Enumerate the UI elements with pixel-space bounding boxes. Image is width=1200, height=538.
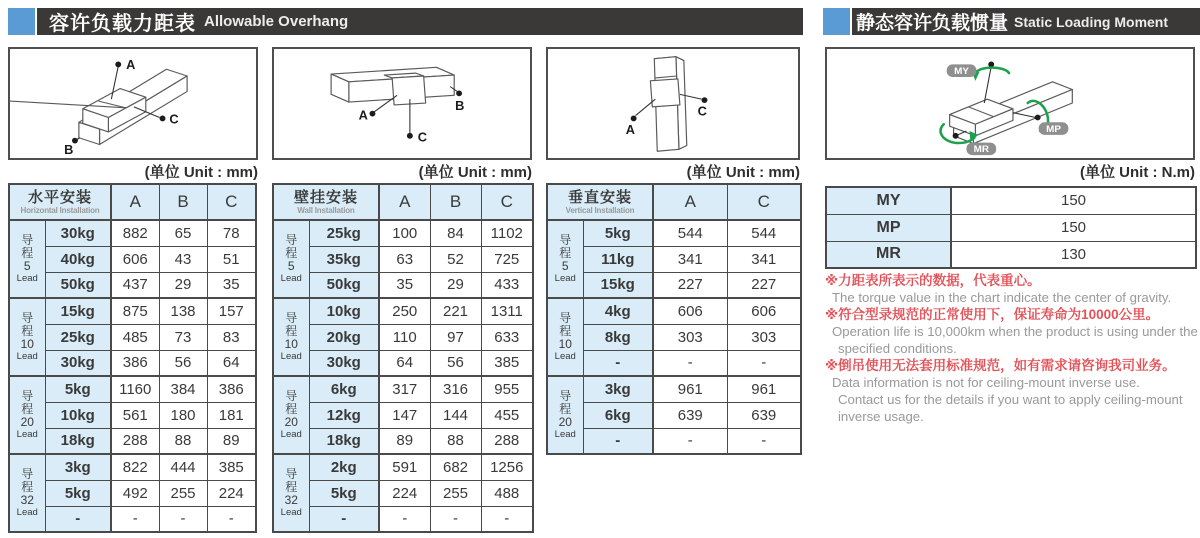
point-c-label: C [697,104,707,119]
value-cell: 250 [379,298,430,324]
table-row [9,350,256,376]
lead-zh-char: 导 [21,467,34,481]
diagram-horizontal-installation [8,47,258,160]
table-row [273,428,533,454]
value-cell: 89 [379,428,430,454]
value-cell: 51 [207,246,256,272]
load-cell: 10kg [45,402,111,428]
table-row [9,506,256,532]
load-cell: 25kg [45,324,111,350]
value-cell: - [159,506,207,532]
section-header-right [823,8,1200,35]
table-row [547,298,801,324]
note-en: inverse usage. [838,409,924,424]
value-cell: - [379,506,430,532]
table-row [9,402,256,428]
value-cell: 591 [379,454,430,480]
column-header-c: C [207,184,256,220]
table-title-en: Wall Installation [297,205,355,215]
lead-cell [273,220,309,298]
point-a-label: A [358,108,368,123]
value-cell: 288 [111,428,159,454]
moment-value: 130 [951,241,1196,268]
value-cell: 89 [207,428,256,454]
lead-zh-char: 程 [285,480,298,494]
value-cell: - [727,350,801,376]
value-cell: 56 [159,350,207,376]
value-cell: - [653,428,727,454]
section-header-left [8,8,803,35]
load-cell: 15kg [45,298,111,324]
lead-number: 10 [558,337,572,351]
lead-zh-char: 程 [559,246,572,260]
value-cell: 83 [207,324,256,350]
unit-label-mm: (单位 Unit : mm) [144,164,258,181]
lead-zh-char: 程 [559,324,572,338]
value-cell: 488 [481,480,533,506]
load-cell: 5kg [45,480,111,506]
table-title-zh: 水平安装 [27,188,92,206]
lead-en: Lead [16,351,38,362]
moment-value: 150 [951,187,1196,214]
moment-row [826,214,1196,241]
point-b-label: B [455,98,465,113]
note-en: Data information is not for ceiling-mount inverse use. [832,375,1140,390]
wall-rail-drawing [274,49,530,158]
table-body [9,220,256,532]
table-row [9,298,256,324]
table-title-zh: 壁挂安装 [294,188,359,206]
table-horizontal-installation [8,183,257,533]
value-cell: 73 [159,324,207,350]
value-cell: 961 [653,376,727,402]
value-cell: - [653,350,727,376]
header-title-zh: 容许负载力距表 [49,13,196,35]
column-header-c: C [727,184,801,220]
lead-en: Lead [554,273,576,284]
table-row [547,272,801,298]
lead-number: 5 [287,259,295,273]
unit-label-mm: (单位 Unit : mm) [418,164,532,181]
value-cell: 63 [379,246,430,272]
load-cell: 25kg [309,220,379,246]
lead-zh-char: 程 [559,402,572,416]
lead-cell [273,454,309,532]
table-row [9,480,256,506]
lead-cell [547,376,583,454]
value-cell: - [481,506,533,532]
point-a-label: A [625,122,635,137]
note-zh: ※倒吊使用无法套用标准规范，如有需求请咨询我司业务。 [825,358,1176,373]
unit-label-nm: (单位 Unit : N.m) [1080,164,1195,181]
table-row [273,324,533,350]
column-header-a: A [653,184,727,220]
value-cell: 639 [653,402,727,428]
value-cell: 224 [379,480,430,506]
value-cell: 444 [159,454,207,480]
table-head [9,184,256,220]
value-cell: 386 [207,376,256,402]
value-cell: 227 [727,272,801,298]
moment-row [826,241,1196,268]
value-cell: 88 [159,428,207,454]
table-row [9,376,256,402]
load-cell: 30kg [309,350,379,376]
header-title-en: Allowable Overhang [204,13,349,30]
note-en: Operation life is 10,000km when the product is using under the [832,324,1198,339]
lead-number: 20 [20,415,34,429]
header-row [9,184,256,220]
value-cell: 64 [207,350,256,376]
value-cell: 384 [159,376,207,402]
table-row [273,402,533,428]
value-cell: 97 [430,324,481,350]
value-cell: 955 [481,376,533,402]
lead-en: Lead [16,507,38,518]
lead-en: Lead [16,429,38,440]
table-row [547,428,801,454]
lead-zh-char: 程 [21,246,34,260]
load-cell: - [45,506,111,532]
value-cell: 65 [159,220,207,246]
header-title-en: Static Loading Moment [1014,13,1169,30]
note-zh: ※符合型录规范的正常使用下，保证寿命为10000公里。 [825,307,1160,322]
table-vertical-installation [546,183,802,455]
table-row [273,454,533,480]
table-row [9,272,256,298]
column-header-b: B [159,184,207,220]
value-cell: 224 [207,480,256,506]
value-cell: 221 [430,298,481,324]
value-cell: 386 [111,350,159,376]
lead-zh-char: 程 [285,402,298,416]
lead-zh-char: 程 [21,324,34,338]
value-cell: 455 [481,402,533,428]
value-cell: 64 [379,350,430,376]
table-row [273,220,533,246]
table-row [547,376,801,402]
load-cell: 2kg [309,454,379,480]
moment-value: 150 [951,214,1196,241]
lead-en: Lead [554,351,576,362]
value-cell: 385 [207,454,256,480]
value-cell: 385 [481,350,533,376]
value-cell: - [111,506,159,532]
table-body [547,220,801,454]
load-cell: 30kg [45,220,111,246]
value-cell: 43 [159,246,207,272]
header-bar [37,8,803,35]
value-cell: 561 [111,402,159,428]
note-zh: ※力距表所表示的数据，代表重心。 [825,273,1041,288]
table-row [273,298,533,324]
table-title-en: Horizontal Installation [20,205,100,215]
moment-table [825,186,1197,269]
load-cell: 12kg [309,402,379,428]
load-cell: 6kg [309,376,379,402]
lead-en: Lead [554,429,576,440]
table-row [547,324,801,350]
lead-number: 32 [284,493,298,507]
value-cell: 822 [111,454,159,480]
lead-en: Lead [16,273,38,284]
note-en: Contact us for the details if you want to apply ceiling-mount [838,392,1183,407]
lead-cell [9,376,45,454]
value-cell: 961 [727,376,801,402]
table-row [273,506,533,532]
value-cell: 606 [111,246,159,272]
header-accent-square [8,8,35,35]
diagram-vertical-installation [546,47,800,160]
lead-zh-char: 导 [21,311,34,325]
value-cell: 138 [159,298,207,324]
lead-cell [547,220,583,298]
value-cell: 1102 [481,220,533,246]
lead-cell [9,454,45,532]
lead-zh-char: 导 [285,467,298,481]
table-row [273,376,533,402]
lead-cell [547,298,583,376]
value-cell: 875 [111,298,159,324]
column-header-a: A [379,184,430,220]
lead-cell [9,298,45,376]
value-cell: 255 [159,480,207,506]
table-row [547,350,801,376]
table-title-zh: 垂直安装 [567,188,632,206]
value-cell: 492 [111,480,159,506]
table-title [547,184,653,220]
load-cell: 10kg [309,298,379,324]
value-cell: 317 [379,376,430,402]
header-accent-square [823,8,850,35]
value-cell: 255 [430,480,481,506]
value-cell: 303 [653,324,727,350]
load-cell: 40kg [45,246,111,272]
value-cell: 544 [727,220,801,246]
value-cell: 144 [430,402,481,428]
moment-rail-drawing [827,49,1193,158]
column-header-b: B [430,184,481,220]
lead-en: Lead [280,429,302,440]
table-row [547,220,801,246]
mr-badge-label: MR [973,144,989,156]
load-cell: - [583,428,653,454]
value-cell: 88 [430,428,481,454]
value-cell: 633 [481,324,533,350]
value-cell: 181 [207,402,256,428]
value-cell: - [430,506,481,532]
load-cell: 35kg [309,246,379,272]
lead-en: Lead [280,351,302,362]
value-cell: 437 [111,272,159,298]
value-cell: 303 [727,324,801,350]
column-header-c: C [481,184,533,220]
lead-number: 20 [558,415,572,429]
table-row [273,350,533,376]
table-row [9,454,256,480]
note-en: The torque value in the chart indicate the center of gravity. [832,290,1172,305]
table-title [9,184,111,220]
load-cell: 5kg [309,480,379,506]
note-en: specified conditions. [838,341,957,356]
lead-zh-char: 导 [285,389,298,403]
value-cell: 288 [481,428,533,454]
value-cell: 341 [653,246,727,272]
value-cell: 29 [430,272,481,298]
load-cell: 3kg [583,376,653,402]
lead-zh-char: 程 [21,480,34,494]
moment-label: MP [826,214,951,241]
table-row [273,246,533,272]
header-row [273,184,533,220]
value-cell: 682 [430,454,481,480]
point-b-label: B [64,143,74,158]
value-cell: 606 [727,298,801,324]
my-badge-label: MY [954,66,969,78]
value-cell: 433 [481,272,533,298]
header-bar [852,8,1200,35]
value-cell: 882 [111,220,159,246]
value-cell: 52 [430,246,481,272]
value-cell: 56 [430,350,481,376]
table-row [273,480,533,506]
table-row [273,272,533,298]
value-cell: 180 [159,402,207,428]
value-cell: 341 [727,246,801,272]
table-body [273,220,533,532]
value-cell: 725 [481,246,533,272]
column-header-a: A [111,184,159,220]
lead-number: 10 [20,337,34,351]
value-cell: 35 [379,272,430,298]
moment-label: MR [826,241,951,268]
load-cell: 18kg [45,428,111,454]
table-title [273,184,379,220]
load-cell: 6kg [583,402,653,428]
value-cell: 1311 [481,298,533,324]
unit-label-mm: (单位 Unit : mm) [686,164,800,181]
lead-zh-char: 程 [285,324,298,338]
value-cell: 316 [430,376,481,402]
lead-number: 5 [561,259,569,273]
table-head [273,184,533,220]
diagram-wall-installation [272,47,532,160]
lead-number: 10 [284,337,298,351]
load-cell: 5kg [583,220,653,246]
value-cell: 84 [430,220,481,246]
lead-zh-char: 导 [559,311,572,325]
moment-label: MY [826,187,951,214]
lead-zh-char: 导 [559,233,572,247]
value-cell: 147 [379,402,430,428]
value-cell: 606 [653,298,727,324]
table-row [547,246,801,272]
lead-zh-char: 导 [285,233,298,247]
moment-row [826,187,1196,214]
load-cell: 11kg [583,246,653,272]
horizontal-rail-drawing [10,49,256,158]
lead-zh-char: 导 [21,389,34,403]
lead-zh-char: 程 [285,246,298,260]
value-cell: 1256 [481,454,533,480]
lead-number: 5 [23,259,31,273]
mp-badge-label: MP [1046,124,1061,135]
load-cell: 8kg [583,324,653,350]
point-c-label: C [169,112,179,127]
value-cell: 157 [207,298,256,324]
lead-zh-char: 导 [559,389,572,403]
point-a-label: A [126,58,136,73]
lead-en: Lead [280,273,302,284]
value-cell: 29 [159,272,207,298]
value-cell: 485 [111,324,159,350]
lead-number: 32 [20,493,34,507]
lead-zh-char: 程 [21,402,34,416]
value-cell: - [727,428,801,454]
table-row [9,246,256,272]
load-cell: - [309,506,379,532]
lead-zh-char: 导 [285,311,298,325]
value-cell: 110 [379,324,430,350]
value-cell: 639 [727,402,801,428]
value-cell: 78 [207,220,256,246]
load-cell: 4kg [583,298,653,324]
lead-cell [273,376,309,454]
value-cell: 544 [653,220,727,246]
value-cell: 100 [379,220,430,246]
table-head [547,184,801,220]
table-row [9,428,256,454]
table-title-en: Vertical Installation [565,205,635,215]
table-row [9,220,256,246]
vertical-rail-drawing [548,49,798,158]
load-cell: 50kg [309,272,379,298]
value-cell: 1160 [111,376,159,402]
value-cell: - [207,506,256,532]
load-cell: 18kg [309,428,379,454]
load-cell: 50kg [45,272,111,298]
header-row [547,184,801,220]
value-cell: 35 [207,272,256,298]
lead-number: 20 [284,415,298,429]
header-title-zh: 静态容许负载惯量 [856,13,1009,34]
load-cell: 3kg [45,454,111,480]
table-wall-installation [272,183,534,533]
load-cell: 20kg [309,324,379,350]
load-cell: 5kg [45,376,111,402]
table-row [547,402,801,428]
diagram-loading-moment [825,47,1195,160]
lead-zh-char: 导 [21,233,34,247]
lead-en: Lead [280,507,302,518]
value-cell: 227 [653,272,727,298]
point-c-label: C [417,130,427,145]
load-cell: 15kg [583,272,653,298]
lead-cell [9,220,45,298]
load-cell: 30kg [45,350,111,376]
table-row [9,324,256,350]
lead-cell [273,298,309,376]
notes [825,272,1200,425]
load-cell: - [583,350,653,376]
